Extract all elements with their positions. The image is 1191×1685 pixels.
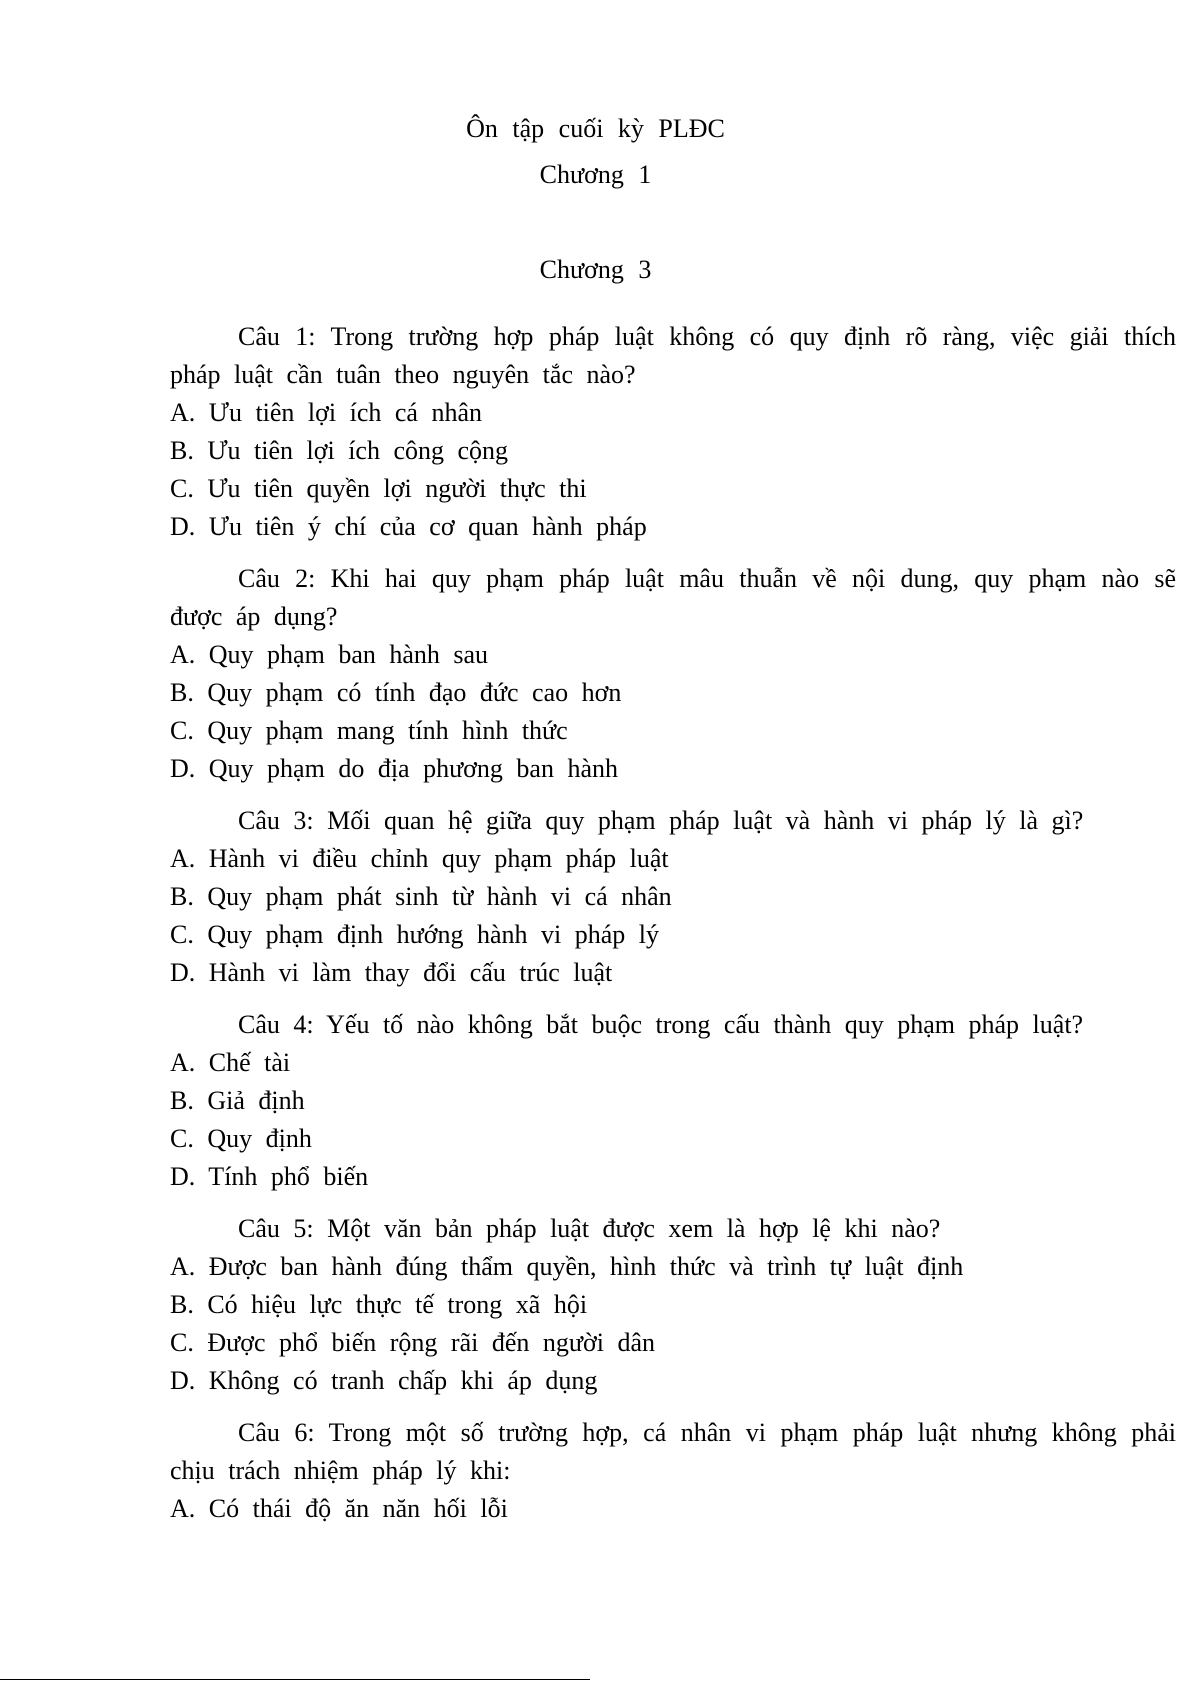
- answer-option-d: D. Ưu tiên ý chí của cơ quan hành pháp: [170, 512, 647, 541]
- answer-option-b: B. Giả định: [170, 1086, 305, 1115]
- answer-option-d: D. Hành vi làm thay đổi cấu trúc luật: [170, 958, 613, 987]
- answer-option-c: C. Được phổ biến rộng rãi đến người dân: [170, 1328, 655, 1357]
- answer-option-c: C. Ưu tiên quyền lợi người thực thi: [170, 474, 587, 503]
- question-6: [170, 1414, 1176, 1528]
- question-1: [170, 318, 1176, 546]
- answer-option-b: B. Quy phạm phát sinh từ hành vi cá nhân: [170, 882, 672, 911]
- answer-option-a: A. Có thái độ ăn năn hối lỗi: [170, 1494, 508, 1523]
- question-4: [170, 1006, 1176, 1196]
- answer-option-a: A. Hành vi điều chỉnh quy phạm pháp luật: [170, 844, 669, 873]
- answer-option-a: A. Được ban hành đúng thẩm quyền, hình thức và trình tự luật định: [170, 1252, 964, 1281]
- question-text: Câu 2: Khi hai quy phạm pháp luật mâu thuẫn về nội dung, quy phạm nào sẽ được áp dụng?: [170, 564, 1176, 631]
- answer-option-c: C. Quy phạm định hướng hành vi pháp lý: [170, 920, 659, 949]
- question-text: Câu 5: Một văn bản pháp luật được xem là hợp lệ khi nào?: [238, 1214, 941, 1243]
- chapter-1-heading: Chương 1: [539, 160, 652, 189]
- answer-option-d: D. Quy phạm do địa phương ban hành: [170, 754, 619, 783]
- footnote-separator-line: [0, 1679, 590, 1680]
- question-text: Câu 3: Mối quan hệ giữa quy phạm pháp luật và hành vi pháp lý là gì?: [238, 806, 1084, 835]
- answer-option-b: B. Có hiệu lực thực tế trong xã hội: [170, 1290, 588, 1319]
- answer-option-c: C. Quy phạm mang tính hình thức: [170, 716, 568, 745]
- question-5: [170, 1210, 1176, 1400]
- question-text: Câu 1: Trong trường hợp pháp luật không có quy định rõ ràng, việc giải thích pháp luật cần tuân theo nguyên tắc nào?: [170, 322, 1176, 389]
- answer-option-b: B. Ưu tiên lợi ích công cộng: [170, 436, 509, 465]
- document-title: Ôn tập cuối kỳ PLĐC: [466, 114, 725, 143]
- chapter-3-heading: Chương 3: [539, 255, 652, 284]
- answer-option-a: A. Chế tài: [170, 1048, 291, 1077]
- question-2: [170, 560, 1176, 788]
- question-text: Câu 4: Yếu tố nào không bắt buộc trong cấu thành quy phạm pháp luật?: [238, 1010, 1084, 1039]
- answer-option-c: C. Quy định: [170, 1124, 312, 1153]
- question-3: [170, 802, 1176, 992]
- answer-option-b: B. Quy phạm có tính đạo đức cao hơn: [170, 678, 622, 707]
- answer-option-d: D. Không có tranh chấp khi áp dụng: [170, 1366, 598, 1395]
- question-list: [170, 318, 1176, 1542]
- answer-option-a: A. Quy phạm ban hành sau: [170, 640, 489, 669]
- answer-option-a: A. Ưu tiên lợi ích cá nhân: [170, 398, 483, 427]
- question-text: Câu 6: Trong một số trường hợp, cá nhân vi phạm pháp luật nhưng không phải chịu trách nhiệm pháp lý khi:: [170, 1418, 1176, 1485]
- answer-option-d: D. Tính phổ biến: [170, 1162, 369, 1191]
